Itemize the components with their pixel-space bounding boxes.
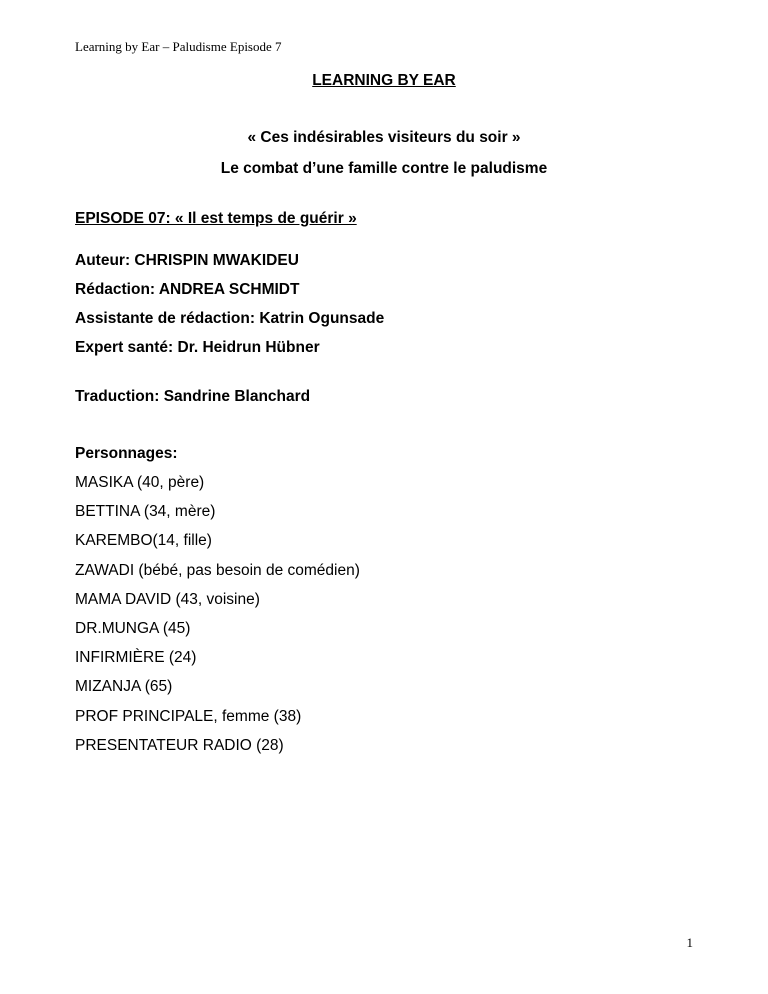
- credit-editorial-assistant: Assistante de rédaction: Katrin Ogunsade: [75, 310, 385, 327]
- character-item: DR.MUNGA (45): [75, 619, 191, 637]
- credit-health-expert: Expert santé: Dr. Heidrun Hübner: [75, 339, 320, 356]
- character-item: MAMA DAVID (43, voisine): [75, 590, 260, 608]
- subtitle-line-2: Le combat d’une famille contre le paludisme: [220, 160, 548, 177]
- credit-editor: Rédaction: ANDREA SCHMIDT: [75, 281, 300, 298]
- characters-list: [75, 474, 360, 766]
- running-header: Learning by Ear – Paludisme Episode 7: [75, 39, 282, 54]
- character-item: PRESENTATEUR RADIO (28): [75, 736, 284, 754]
- credits-list: [75, 252, 384, 368]
- document-title: LEARNING BY EAR: [312, 72, 456, 89]
- character-item: INFIRMIÈRE (24): [75, 649, 197, 667]
- credit-translation: Traduction: Sandrine Blanchard: [75, 388, 311, 405]
- character-item: ZAWADI (bébé, pas besoin de comédien): [75, 561, 360, 579]
- character-item: BETTINA (34, mère): [75, 503, 216, 521]
- page-number: 1: [686, 935, 693, 950]
- episode-title: EPISODE 07: « Il est temps de guérir »: [75, 210, 357, 227]
- subtitle-line-1: « Ces indésirables visiteurs du soir »: [247, 129, 521, 146]
- credit-author: Auteur: CHRISPIN MWAKIDEU: [75, 252, 299, 269]
- character-item: MIZANJA (65): [75, 678, 173, 696]
- character-item: KAREMBO(14, fille): [75, 532, 212, 550]
- characters-heading: Personnages:: [75, 445, 178, 462]
- character-item: PROF PRINCIPALE, femme (38): [75, 707, 302, 725]
- character-item: MASIKA (40, père): [75, 474, 205, 491]
